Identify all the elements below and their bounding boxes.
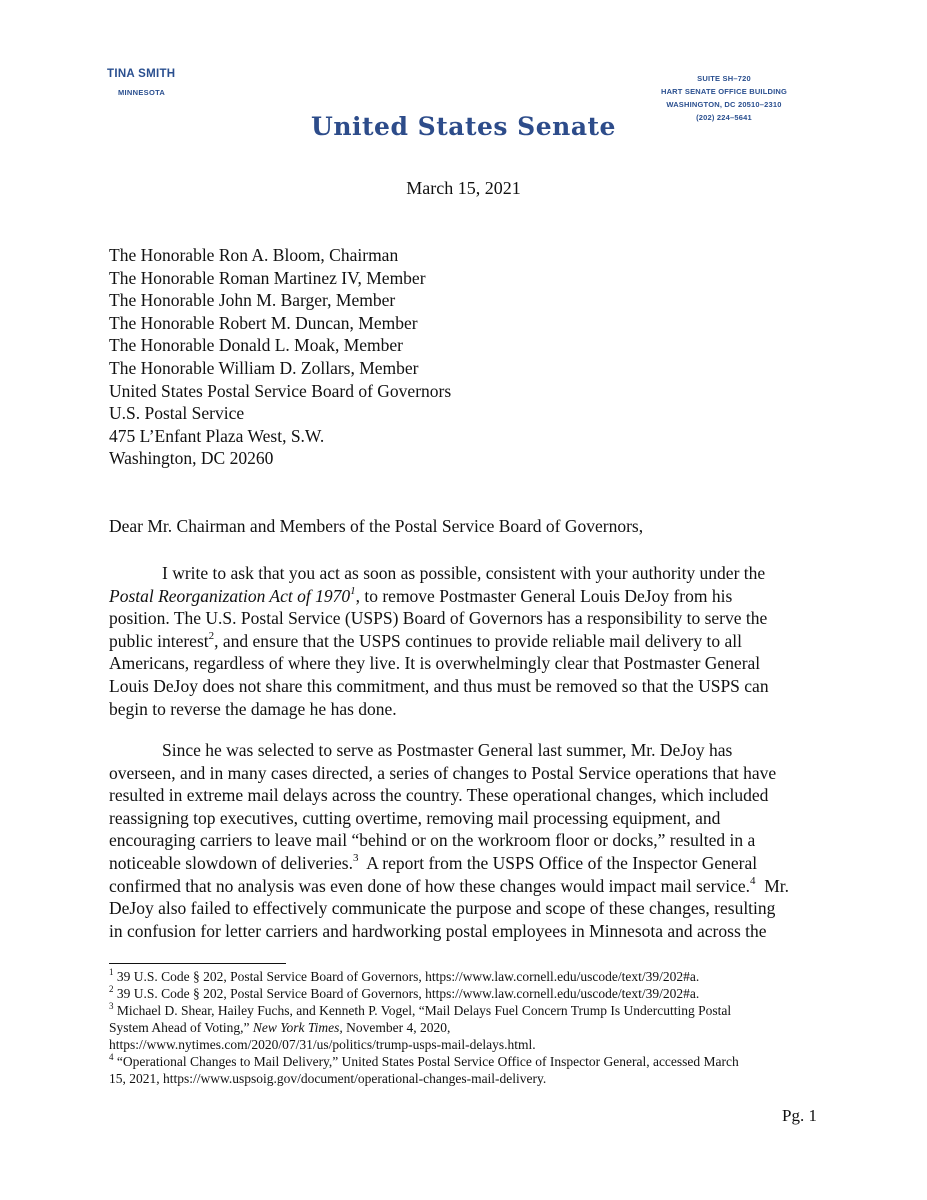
office-building: HART SENATE OFFICE BUILDING	[660, 87, 788, 96]
footnote-3-link: https://www.nytimes.com/2020/07/31/us/politics/trump-usps-mail-delays.html.	[109, 1037, 536, 1052]
letter-date: March 15, 2021	[406, 178, 521, 198]
text-line: position. The U.S. Postal Service (USPS) Board of Governors has a responsibility to serve the	[109, 608, 768, 629]
text-line: resulted in extreme mail delays across the country. These operational changes, which included	[109, 785, 769, 806]
addressee-line: United States Postal Service Board of Governors	[109, 380, 452, 401]
text-line: I write to ask that you act as soon as possible, consistent with your authority under the	[162, 563, 766, 583]
text-line: Americans, regardless of where they live. It is overwhelmingly clear that Postmaster General	[109, 653, 761, 674]
footnote-3-cont: System Ahead of Voting,” New York Times, November 4, 2020,	[109, 1020, 451, 1035]
addressee-line: The Honorable Donald L. Moak, Member	[109, 335, 404, 356]
footnote-ref: 3	[352, 852, 359, 865]
footnote-ref: 2	[208, 629, 215, 642]
text-line: Since he was selected to serve as Postmaster General last summer, Mr. DeJoy has	[162, 740, 733, 760]
addressee-block	[109, 244, 451, 470]
text-line: DeJoy also failed to effectively communicate the purpose and scope of these changes, resulting	[109, 898, 776, 919]
text-line: public interest$^2$, and ensure that the USPS continues to provide reliable mail delivery to all	[109, 629, 742, 651]
senator-name: TINA SMITH	[107, 68, 176, 80]
text-line: overseen, and in many cases directed, a series of changes to Postal Service operations that have	[109, 762, 777, 783]
addressee-line: U.S. Postal Service	[109, 403, 245, 424]
footnotes	[109, 968, 821, 1087]
text-line: confirmed that no analysis was even done of how these changes would impact mail service.$^4$ Mr.	[109, 874, 790, 896]
salutation: Dear Mr. Chairman and Members of the Postal Service Board of Governors,	[109, 516, 644, 536]
text-line: reassigning top executives, cutting overtime, removing mail processing equipment, and	[109, 807, 721, 828]
addressee-line: Washington, DC 20260	[109, 448, 274, 469]
footnote-3: $^3$ Michael D. Shear, Hailey Fuchs, and Kenneth P. Vogel, “Mail Delays Fuel Concern Trump Is Undercutting Postal	[109, 1000, 732, 1018]
footnote-ref: 1	[350, 584, 356, 597]
page-number: Pg. 1	[782, 1106, 817, 1125]
text-line: in confusion for letter carriers and hardworking postal employees in Minnesota and across the	[109, 920, 767, 941]
text-line: Postal Reorganization Act of 1970$^1$, to remove Postmaster General Louis DeJoy from his	[109, 584, 733, 606]
body-paragraph-1	[109, 562, 821, 720]
senate-letterhead-title: United States Senate	[311, 112, 616, 141]
office-city: WASHINGTON, DC 20510–2310	[666, 100, 782, 109]
addressee-line: The Honorable John M. Barger, Member	[109, 290, 396, 311]
addressee-line: The Honorable William D. Zollars, Member	[109, 357, 419, 378]
footnote-divider	[109, 963, 286, 964]
footnote-4: $^4$ “Operational Changes to Mail Delivery,” United States Postal Service Office of Inspector General, accessed March	[109, 1051, 739, 1069]
footnote-4-cont: 15, 2021, https://www.uspsoig.gov/document/operational-changes-mail-delivery.	[109, 1071, 547, 1086]
addressee-line: The Honorable Roman Martinez IV, Member	[109, 267, 426, 288]
footnote-2: $^2$ 39 U.S. Code § 202, Postal Service Board of Governors, https://www.law.cornell.edu/uscode/text/39/202#a.	[109, 983, 700, 1001]
act-title: Postal Reorganization Act of 1970	[109, 585, 351, 606]
text-line: begin to reverse the damage he has done.	[109, 698, 397, 719]
senator-state: MINNESOTA	[118, 88, 166, 97]
text-line: encouraging carriers to leave mail “behind or on the workroom floor or docks,” resulted in a	[109, 830, 756, 851]
addressee-line: The Honorable Robert M. Duncan, Member	[109, 312, 418, 333]
office-suite: SUITE SH–720	[697, 74, 751, 83]
office-phone: (202) 224–5641	[696, 113, 752, 122]
text-line: noticeable slowdown of deliveries.$^3$ A report from the USPS Office of the Inspector General	[109, 852, 758, 873]
footnote-ref: 4	[750, 874, 756, 887]
addressee-line: 475 L’Enfant Plaza West, S.W.	[109, 425, 325, 446]
footnote-1: $^1$ 39 U.S. Code § 202, Postal Service Board of Governors, https://www.law.cornell.edu/uscode/text/39/202#a.	[109, 966, 700, 984]
body-paragraph-2	[109, 739, 821, 942]
text-line: Louis DeJoy does not share this commitment, and thus must be removed so that the USPS can	[109, 675, 769, 696]
addressee-line: The Honorable Ron A. Bloom, Chairman	[109, 245, 399, 265]
